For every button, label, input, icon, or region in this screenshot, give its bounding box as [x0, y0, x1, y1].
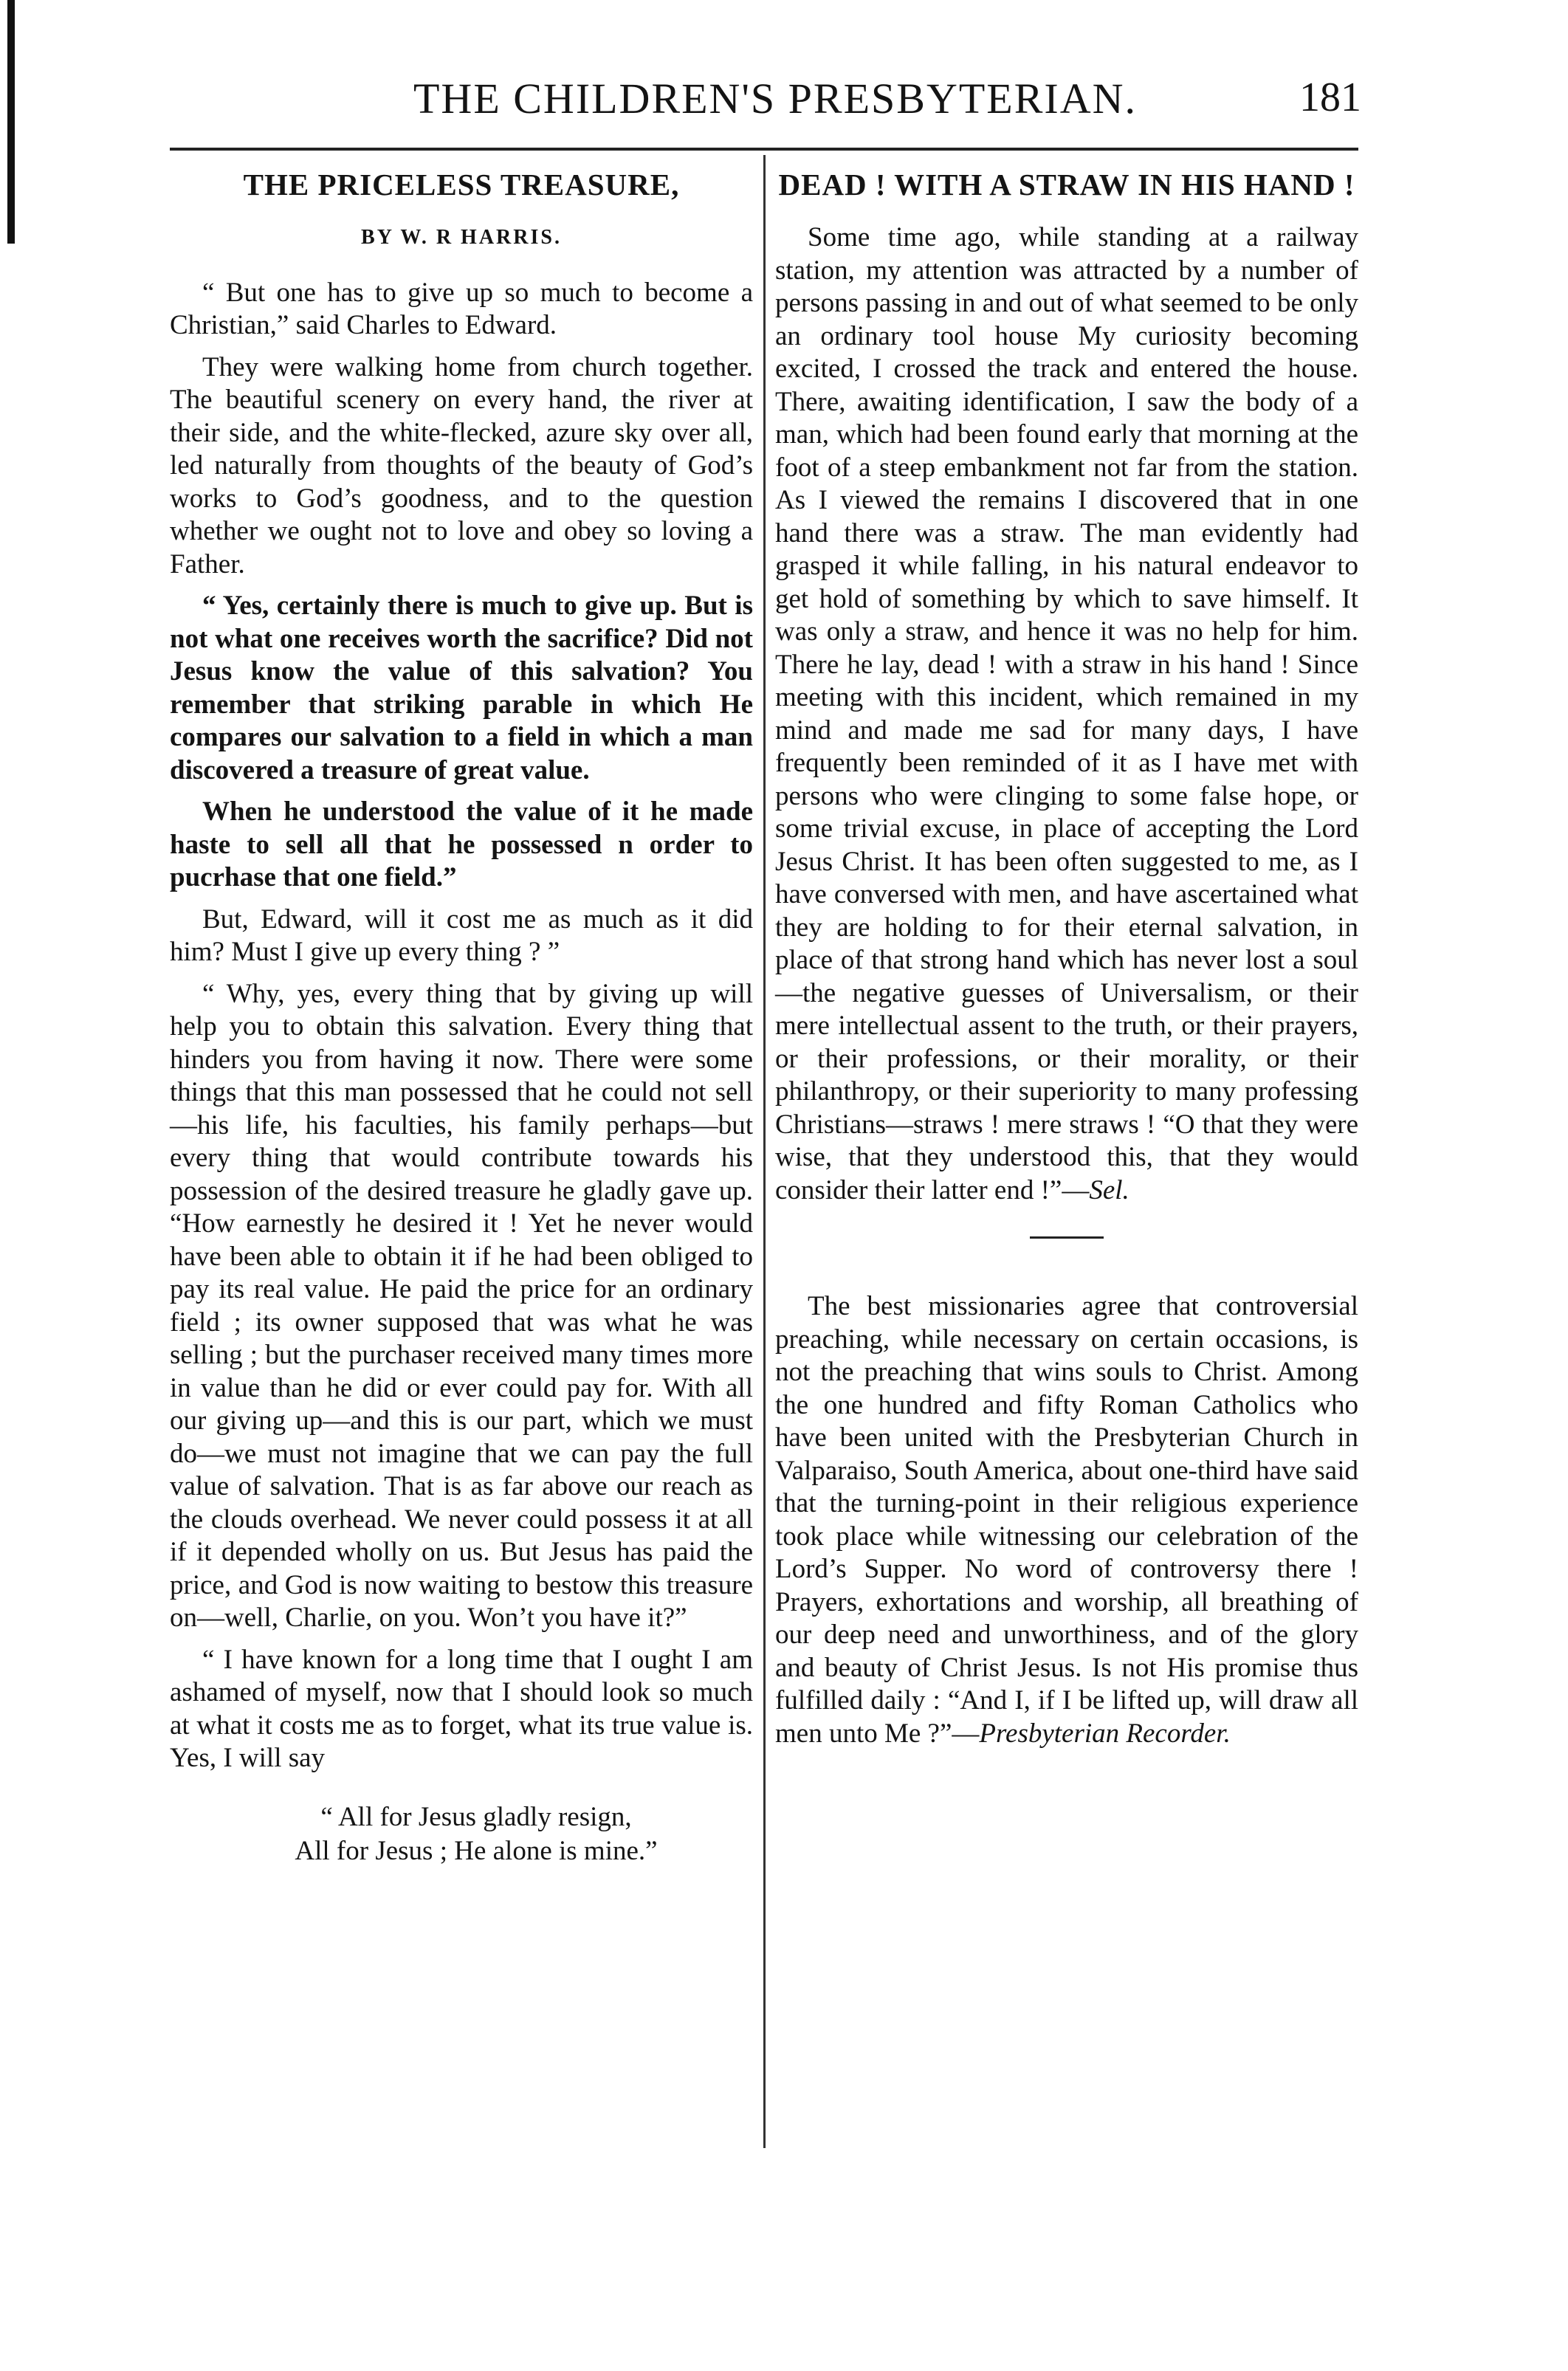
verse-line: “ All for Jesus gladly resign,: [320, 1801, 632, 1832]
paragraph: “ But one has to give up so much to become a Christian,” said Charles to Edward.: [170, 277, 753, 340]
paragraph-text: Some time ago, while standing at a railway station, my attention was attracted by a number of persons passing in and out of what seemed to be only an ordinary tool house My curiosity becoming excited, I crossed the track and entered the house. There, awaiting identification, I saw the body of a man, which had been found early that morning at the foot of a steep embankment not far from the station. As I viewed the remains I discovered that in one hand there was a straw. The man evidently had grasped it while falling, in his natural endeavor to get hold of something by which to save himself. It was only a straw, and hence it was no help for him. There he lay, dead ! with a straw in his hand ! Since meeting with this incident, which remained in my mind and made me sad for many days, I have frequently been reminded of it as I have met with persons who were clinging to some false hope, or some trivial excuse, in place of accepting the Lord Jesus Christ. It has been often suggested to me, as I have conversed with men, and have ascertained what they are holding to for their eternal salvation, in place of that strong hand which has never lost a soul—the negative guesses of Universalism, or their mere intellectual assent to the truth, or their prayers, or their professions, or their morality, or their philanthropy, or their superiority to many professing Christians—straws ! mere straws ! “O that they were wise, that they understood this, that they would consider their latter end !”—: [775, 222, 1358, 1205]
page-header: [170, 74, 1361, 140]
paragraph: When he understood the value of it he made haste to sell all that he possessed n order to pucrhase that one field.”: [170, 796, 753, 892]
paragraph: [775, 221, 1358, 1207]
header-rule: [170, 148, 1358, 151]
closing-verse: [199, 1800, 753, 1868]
article-title-dead-with-straw: DEAD ! WITH A STRAW IN HIS HAND !: [778, 168, 1355, 202]
left-column: [170, 167, 753, 1868]
page-edge-mark: [7, 0, 15, 244]
paragraph: [775, 1290, 1358, 1750]
paragraph: “ I have known for a long time that I ought I am ashamed of myself, now that I should look so much at what it costs me as to forget, what its true value is. Yes, I will say: [170, 1644, 753, 1773]
right-column: [775, 167, 1358, 1759]
periodical-title: THE CHILDREN'S PRESBYTERIAN.: [413, 75, 1137, 123]
section-separator: [1030, 1236, 1104, 1239]
article-byline: BY W. R HARRIS.: [361, 226, 562, 249]
article-title-priceless-treasure: THE PRICELESS TREASURE,: [243, 168, 680, 202]
article-signature: Sel.: [1089, 1174, 1129, 1205]
page-number: 181: [1299, 75, 1361, 120]
verse-line: All for Jesus ; He alone is mine.”: [295, 1835, 658, 1866]
source-credit: Presbyterian Recorder.: [979, 1718, 1231, 1749]
column-divider: [763, 155, 766, 2148]
paragraph: But, Edward, will it cost me as much as it did him? Must I give up every thing ? ”: [170, 904, 753, 967]
paragraph: “ Why, yes, every thing that by giving up will help you to obtain this salvation. Every thing that hinders you from having it now. There were some things that this man possessed that he could not sell—his life, his faculties, his family perhaps—but every thing that would contribute towards his possession of the desired treasure he gladly gave up. “How earnestly he desired it ! Yet he never would have been able to obtain it if he had been obliged to pay its real value. He paid the price for an ordinary field ; its owner supposed that was what he was selling ; but the purchaser received many times more in value than he did or ever could pay for. With all our giving up—and this is our part, which we must do—we must not imagine that we can pay the full value of salvation. That is as far above our reach as the clouds overhead. We never could possess it at all if it depended wholly on us. But Jesus has paid the price, and God is now waiting to bestow this treasure on—well, Charlie, on you. Won’t you have it?”: [170, 978, 753, 1633]
paragraph: They were walking home from church together. The beautiful scenery on every hand, the river at their side, and the white-flecked, azure sky over all, led naturally from thoughts of the beauty of God’s works to God’s goodness, and to the question whether we ought not to love and obey so loving a Father.: [170, 351, 753, 579]
paragraph-text: The best missionaries agree that controversial preaching, while necessary on certain occasions, is not the preaching that wins souls to Christ. Among the one hundred and fifty Roman Catholics who have been united with the Presbyterian Church in Valparaiso, South America, about one-third have said that the turning-point in their religious experience took place while witnessing our celebration of the Lord’s Supper. No word of controversy there ! Prayers, exhortations and worship, all breathing of our deep need and unworthiness, and of the glory and beauty of Christ Jesus. Is not His promise thus fulfilled daily : “And I, if I be lifted up, will draw all men unto Me ?”—: [775, 1291, 1358, 1749]
paragraph: “ Yes, certainly there is much to give up. But is not what one receives worth the sacrifice? Did not Jesus know the value of this salvation? You remember that striking parable in which He compares our salvation to a field in which a man discovered a treasure of great value.: [170, 591, 753, 785]
